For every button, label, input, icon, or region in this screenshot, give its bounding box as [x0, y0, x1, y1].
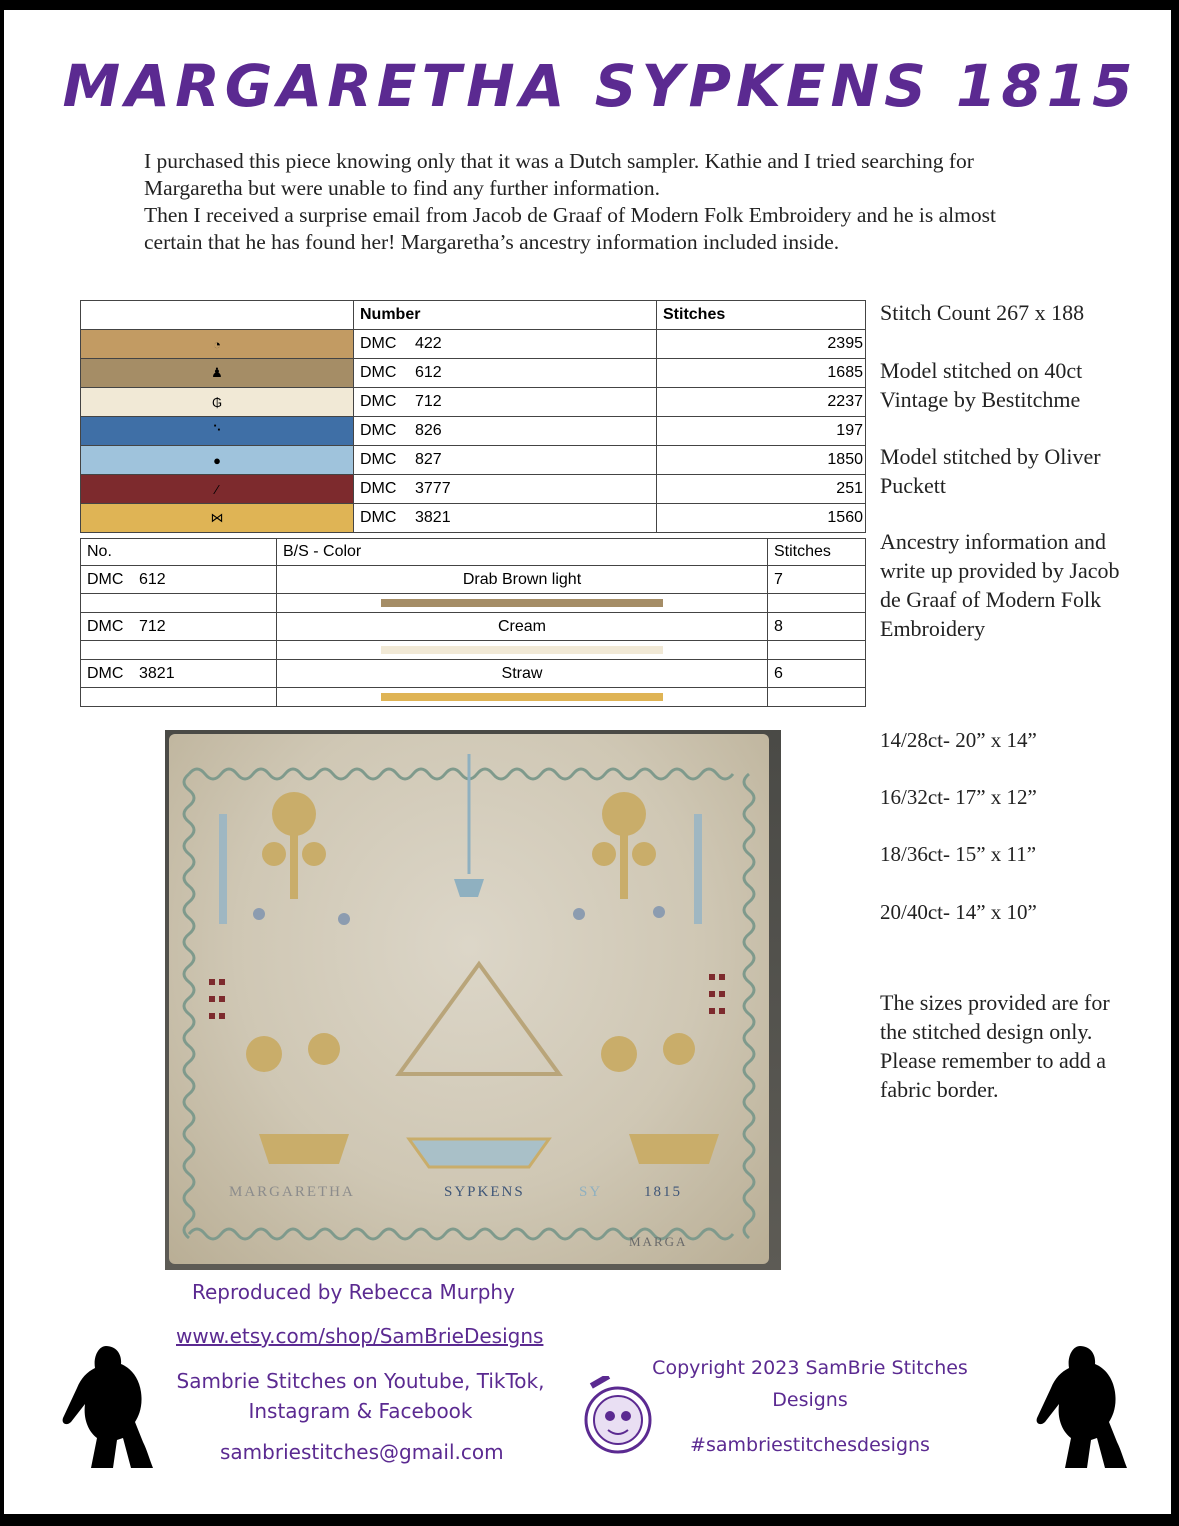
thread-table: [80, 300, 866, 533]
etsy-link[interactable]: www.etsy.com/shop/SamBrieDesigns: [176, 1324, 544, 1348]
intro-line-1: I purchased this piece knowing only that it was a Dutch sampler. Kathie and I tried searching for Margaretha but were unable to find any further information.: [144, 149, 974, 200]
left-border-wave: [184, 774, 194, 1238]
thread-row: ● DMC 827 1850: [81, 446, 866, 475]
bigfoot-left-icon: [58, 1342, 158, 1470]
tree-right: [592, 792, 656, 899]
thread-row: ⠑ DMC 826 197: [81, 417, 866, 446]
backstitch-header: No. B/S - Color Stitches: [81, 539, 866, 566]
sampler-motifs: [169, 734, 769, 1264]
model-fabric: Model stitched on 40ct Vintage by Bestitchme: [880, 358, 1083, 412]
copyright: Copyright 2023 SamBrie Stitches Designs: [652, 1357, 968, 1411]
ship-hull: [409, 1139, 549, 1167]
frame-bottom: [0, 1514, 1179, 1526]
ladder-left: [219, 814, 227, 924]
slash-icon: ⁄: [215, 481, 219, 497]
frame-top: [0, 0, 1179, 10]
right-border-wave: [744, 774, 754, 1238]
color-swatch: [81, 359, 354, 388]
frame-left: [0, 0, 4, 1526]
figure-icon: ♟: [211, 365, 223, 380]
email-link[interactable]: sambriestitches@gmail.com: [220, 1440, 504, 1464]
thread-row: ⁄ DMC 3777 251: [81, 475, 866, 504]
birds: [253, 906, 665, 925]
sampler-year: 1815: [644, 1184, 682, 1200]
color-swatch: [81, 446, 354, 475]
tree-left: [262, 792, 326, 899]
number-header: Number: [354, 301, 657, 330]
backstitch-line-swatch: [381, 646, 663, 654]
sampler-name-left: MARGARETHA: [229, 1184, 355, 1200]
drop-icon: ●: [213, 452, 221, 468]
size-20ct: 20/40ct- 14” x 10”: [880, 900, 1037, 924]
reproduced-by: Reproduced by Rebecca Murphy: [192, 1280, 515, 1304]
thread-table-header: [81, 301, 866, 330]
sampler-cloth: [169, 734, 769, 1264]
size-16ct: 16/32ct- 17” x 12”: [880, 785, 1037, 809]
model-stitcher: Model stitched by Oliver Puckett: [880, 444, 1101, 498]
circle-arrow-icon: ◔: [213, 336, 221, 352]
color-swatch: [81, 417, 354, 446]
thread-row: ♟ DMC 612 1685: [81, 359, 866, 388]
thread-row: ⋈ DMC 3821 1560: [81, 504, 866, 533]
thread-row: ₲ DMC 712 2237: [81, 388, 866, 417]
color-swatch: [81, 330, 354, 359]
backstitch-line-swatch: [381, 599, 663, 607]
sambrie-logo-icon: [580, 1376, 656, 1454]
sampler-bottom-text: MARGA: [629, 1234, 688, 1249]
page-title: MARGARETHA SYPKENS 1815: [62, 52, 1138, 120]
flowers-lower: [246, 1033, 695, 1072]
backstitch-row: DMC 612 Drab Brown light 7: [81, 566, 866, 594]
size-note: The sizes provided are for the stitched design only. Please remember to add a fabric border.: [880, 990, 1110, 1102]
stitches-header: Stitches: [657, 301, 866, 330]
size-18ct: 18/36ct- 15” x 11”: [880, 842, 1037, 866]
top-border-wave: [189, 769, 733, 779]
sampler-initials: SY: [579, 1184, 603, 1200]
bowtie-icon: ⋈: [210, 510, 224, 525]
backstitch-table: [80, 538, 866, 707]
size-14ct: 14/28ct- 20” x 14”: [880, 728, 1037, 752]
color-swatch: [81, 504, 354, 533]
dots-icon: ⠑: [212, 423, 222, 438]
intro-line-2: Then I received a surprise email from Jacob de Graaf of Modern Folk Embroidery and he is almost certain that he has found her! Margaretha’s ancestry information included inside.: [144, 203, 996, 254]
intro-text: [144, 148, 1044, 256]
hashtag: #sambriestitchesdesigns: [690, 1434, 930, 1456]
ladder-right: [694, 814, 702, 924]
color-swatch: [81, 388, 354, 417]
stitch-count: Stitch Count 267 x 188: [880, 300, 1085, 325]
social-text: Sambrie Stitches on Youtube, TikTok, Instagram & Facebook: [176, 1369, 545, 1423]
backstitch-row: DMC 712 Cream 8: [81, 613, 866, 641]
thread-row: ◔ DMC 422 2395: [81, 330, 866, 359]
sampler-name-center: SYPKENS: [444, 1184, 525, 1200]
bigfoot-right-icon: [1032, 1342, 1132, 1470]
house-roof: [399, 964, 559, 1074]
sampler-photo: [165, 730, 781, 1270]
frame-right: [1171, 0, 1179, 1526]
ancestry-credit: Ancestry information and write up provided by Jacob de Graaf of Modern Folk Embroidery: [880, 529, 1120, 641]
curl-icon: ₲: [211, 394, 223, 410]
color-swatch: [81, 475, 354, 504]
center-urn: [454, 879, 484, 897]
backstitch-row: DMC 3821 Straw 6: [81, 660, 866, 688]
backstitch-line-swatch: [381, 693, 663, 701]
